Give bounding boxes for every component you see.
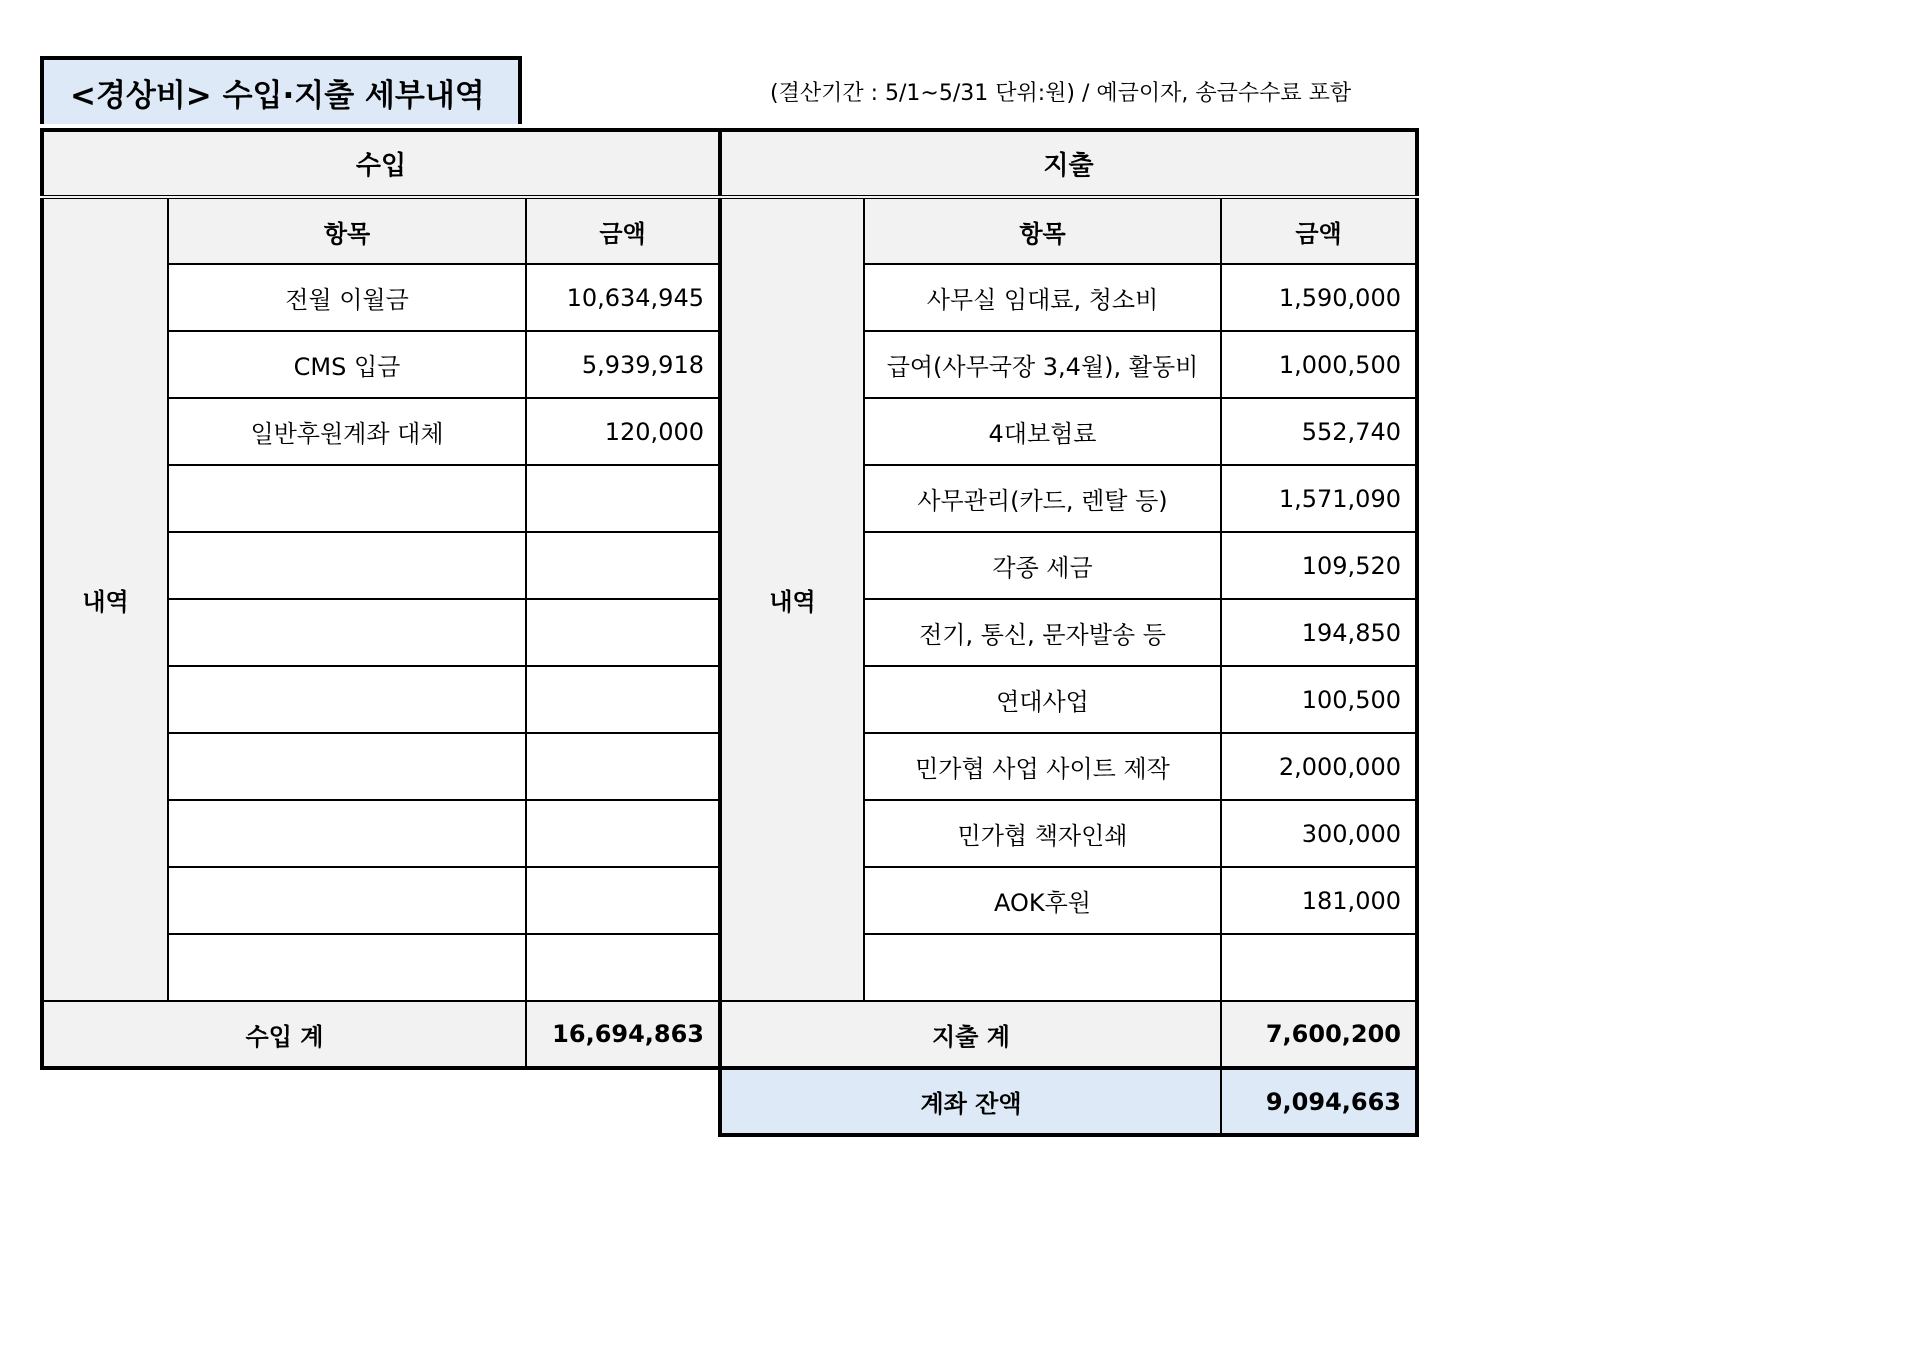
expense-col-amount: 금액 — [1221, 197, 1417, 264]
income-amount-cell — [526, 934, 720, 1001]
income-col-item: 항목 — [168, 197, 526, 264]
income-item-cell — [168, 532, 526, 599]
expense-item-cell — [864, 934, 1221, 1001]
income-total-value: 16,694,863 — [526, 1001, 720, 1068]
income-amount-cell: 10,634,945 — [526, 264, 720, 331]
income-item-cell: 전월 이월금 — [168, 264, 526, 331]
income-amount-cell — [526, 800, 720, 867]
income-item-cell — [168, 666, 526, 733]
income-amount-cell — [526, 532, 720, 599]
income-amount-cell — [526, 666, 720, 733]
expense-amount-cell: 2,000,000 — [1221, 733, 1417, 800]
balance-row — [42, 1068, 1417, 1135]
expense-side-label: 내역 — [720, 197, 864, 1001]
section-header-row — [42, 130, 1417, 197]
income-item-cell — [168, 934, 526, 1001]
income-item-cell — [168, 599, 526, 666]
expense-total-label: 지출 계 — [720, 1001, 1221, 1068]
expense-item-cell: 연대사업 — [864, 666, 1221, 733]
expense-amount-cell: 100,500 — [1221, 666, 1417, 733]
expense-item-cell: 4대보험료 — [864, 398, 1221, 465]
expense-item-cell: 전기, 통신, 문자발송 등 — [864, 599, 1221, 666]
income-amount-cell — [526, 733, 720, 800]
expense-item-cell: 급여(사무국장 3,4월), 활동비 — [864, 331, 1221, 398]
expense-item-cell: 사무관리(카드, 렌탈 등) — [864, 465, 1221, 532]
income-amount-cell — [526, 465, 720, 532]
income-item-cell — [168, 800, 526, 867]
income-amount-cell: 5,939,918 — [526, 331, 720, 398]
expense-amount-cell: 1,000,500 — [1221, 331, 1417, 398]
income-item-cell — [168, 733, 526, 800]
expense-col-item: 항목 — [864, 197, 1221, 264]
income-item-cell: CMS 입금 — [168, 331, 526, 398]
income-amount-cell: 120,000 — [526, 398, 720, 465]
income-total-label: 수입 계 — [42, 1001, 526, 1068]
empty-cell — [42, 1068, 720, 1135]
income-col-amount: 금액 — [526, 197, 720, 264]
income-item-cell: 일반후원계좌 대체 — [168, 398, 526, 465]
expense-item-cell: 사무실 임대료, 청소비 — [864, 264, 1221, 331]
balance-label: 계좌 잔액 — [720, 1068, 1221, 1135]
ledger-table — [40, 128, 1419, 1137]
expense-amount-cell: 300,000 — [1221, 800, 1417, 867]
expense-item-cell: 민가협 사업 사이트 제작 — [864, 733, 1221, 800]
total-row — [42, 1001, 1417, 1068]
expense-amount-cell: 181,000 — [1221, 867, 1417, 934]
income-amount-cell — [526, 867, 720, 934]
page-title: <경상비> 수입·지출 세부내역 — [40, 56, 522, 124]
expense-amount-cell — [1221, 934, 1417, 1001]
income-amount-cell — [526, 599, 720, 666]
period-note: (결산기간 : 5/1~5/31 단위:원) / 예금이자, 송금수수료 포함 — [770, 81, 1352, 106]
income-side-label: 내역 — [42, 197, 168, 1001]
expense-amount-cell: 109,520 — [1221, 532, 1417, 599]
expense-amount-cell: 1,571,090 — [1221, 465, 1417, 532]
balance-value: 9,094,663 — [1221, 1068, 1417, 1135]
expense-item-cell: 민가협 책자인쇄 — [864, 800, 1221, 867]
expense-amount-cell: 194,850 — [1221, 599, 1417, 666]
income-item-cell — [168, 465, 526, 532]
expense-total-value: 7,600,200 — [1221, 1001, 1417, 1068]
expense-amount-cell: 1,590,000 — [1221, 264, 1417, 331]
income-item-cell — [168, 867, 526, 934]
expense-item-cell: AOK후원 — [864, 867, 1221, 934]
expense-section-label: 지출 — [720, 130, 1417, 197]
column-header-row — [42, 197, 1417, 264]
income-section-label: 수입 — [42, 130, 720, 197]
expense-item-cell: 각종 세금 — [864, 532, 1221, 599]
expense-amount-cell: 552,740 — [1221, 398, 1417, 465]
